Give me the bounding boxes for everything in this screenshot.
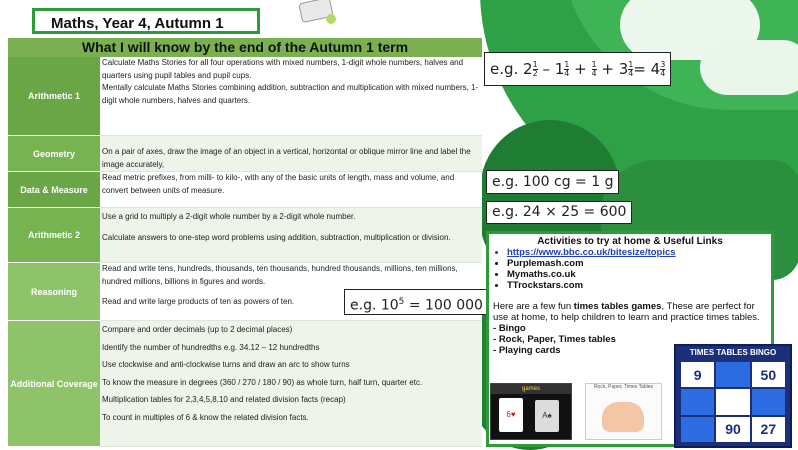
table-row — [8, 136, 482, 172]
multiply-example: e.g. 24 × 25 = 600 — [486, 201, 632, 224]
fraction-text: = 4 — [633, 60, 661, 78]
row-line: Mentally calculate Maths Stories combining addition, subtraction and multiplication with mixed numbers, 1-digit whole numbers, halves and quarters. — [102, 83, 479, 105]
game-rock-paper: - Rock, Paper, Times tables — [493, 334, 767, 345]
table-row — [8, 172, 482, 208]
activities-title: Activities to try at home & Useful Links — [537, 236, 723, 247]
row-content — [100, 208, 482, 263]
numerator: 1 — [591, 60, 597, 69]
bingo-title: TIMES TABLES BINGO — [689, 348, 777, 357]
numerator: 1 — [564, 60, 570, 69]
rock-paper-image — [585, 383, 662, 440]
playing-cards-image — [490, 383, 572, 440]
row-line: To count in multiples of 6 & know the related division facts. — [102, 412, 309, 422]
bingo-cell — [681, 417, 714, 442]
table-row — [8, 208, 482, 263]
bingo-cell: 90 — [716, 417, 749, 442]
playing-card: 6♥ — [499, 398, 523, 432]
table-row — [8, 57, 482, 136]
row-label: Additional Coverage — [8, 321, 100, 447]
row-content — [100, 136, 482, 172]
numerator: 3 — [660, 60, 666, 69]
row-label: Arithmetic 1 — [8, 57, 100, 136]
exponent: 5 — [398, 297, 405, 307]
row-line: To know the measure in degrees (360 / 270 / 180 / 90) as whole turn, half turn, quarter etc. — [102, 377, 423, 387]
bingo-cell: 50 — [752, 362, 785, 387]
row-line: On a pair of axes, draw the image of an object in a vertical, horizontal or oblique mirror line and label the image accurately, — [102, 147, 471, 169]
row-line: Multiplication tables for 2,3,4,5,8,10 and related division facts (recap) — [102, 395, 346, 404]
bingo-image — [674, 344, 792, 448]
numerator: 1 — [532, 60, 538, 69]
fraction — [660, 61, 665, 78]
row-label: Arithmetic 2 — [8, 208, 100, 263]
paragraph-text: , These are perfect for use at home, to help children to learn and practice times tables. — [493, 301, 760, 323]
fraction-text: – 1 — [537, 60, 565, 78]
row-label: Geometry — [8, 136, 100, 172]
row-label: Data & Measure — [8, 172, 100, 208]
denominator: 4 — [660, 69, 666, 78]
row-line: Calculate answers to one-step word problems using addition, subtraction, multiplication or division. — [102, 232, 451, 242]
hand-caption: Rock, Paper, Times Tables — [593, 384, 654, 390]
row-line: Use clockwise and anti-clockwise turns and draw an arc to show turns — [102, 360, 350, 369]
games-paragraph — [493, 301, 767, 323]
paragraph-text: Here are a few fun — [493, 301, 574, 312]
powers-text: = 100 000 — [404, 297, 483, 314]
bingo-cell — [716, 362, 749, 387]
row-line: Read and write tens, hundreds, thousands, ten thousands, hundred thousands, millions, ten millions, hundred millions, billions in figures and words. — [102, 264, 458, 286]
bingo-cell — [752, 389, 785, 414]
bingo-cell: 27 — [752, 417, 785, 442]
playing-card: A♠ — [535, 400, 559, 432]
bingo-cell — [681, 389, 714, 414]
measure-example: e.g. 100 cg = 1 g — [486, 170, 619, 194]
denominator: 4 — [591, 69, 597, 78]
table-heading: What I will know by the end of the Autumn 1 term — [8, 38, 482, 57]
links-list — [493, 247, 767, 291]
link-purplemash[interactable]: • Purplemash.com — [507, 258, 767, 269]
link-ttrockstars[interactable]: • TTrockstars.com — [507, 280, 767, 291]
mascot-foot-icon — [326, 14, 336, 24]
denominator: 2 — [532, 69, 538, 78]
bingo-cell: 9 — [681, 362, 714, 387]
fraction-example — [484, 52, 671, 86]
denominator: 4 — [564, 69, 570, 78]
bingo-grid — [681, 362, 785, 442]
link-bbc-bitesize[interactable]: • https://www.bbc.co.uk/bitesize/topics — [507, 247, 767, 258]
row-line: Read metric prefixes, from milli- to kilo-, with any of the basic units of length, mass and volume, and convert between units of measure. — [102, 173, 455, 195]
bingo-cell — [716, 389, 749, 414]
row-label: Reasoning — [8, 263, 100, 321]
background-cloud-2 — [700, 40, 798, 95]
row-content — [100, 57, 482, 136]
fraction-text: + — [569, 60, 592, 78]
numerator: 1 — [628, 60, 634, 69]
fraction-text: + 3 — [596, 60, 629, 78]
row-line: Identify the number of hundredths e.g. 34.12 – 12 hundredths — [102, 342, 320, 352]
knowledge-table — [8, 38, 482, 447]
fraction-text: e.g. 2 — [490, 60, 533, 78]
powers-example — [344, 289, 489, 315]
row-line: Calculate Maths Stories for all four operations with mixed numbers, 1-digit whole numbers, halves and quarters using pupil tables and pupil cups. — [102, 58, 464, 80]
game-playing-cards: - Playing cards — [493, 345, 767, 356]
row-line: Read and write large products of ten as powers of ten. — [102, 297, 295, 306]
row-content — [100, 321, 482, 447]
paragraph-bold: times tables games — [573, 301, 662, 312]
denominator: 4 — [628, 69, 634, 78]
link-mymaths[interactable]: • Mymaths.co.uk — [507, 269, 767, 280]
hand-icon — [602, 402, 644, 432]
powers-text: e.g. 10 — [350, 297, 399, 314]
table-row — [8, 321, 482, 447]
cards-caption: games — [491, 384, 571, 394]
row-content — [100, 172, 482, 208]
game-bingo: - Bingo — [493, 323, 767, 334]
row-line: Compare and order decimals (up to 2 decimal places) — [102, 325, 293, 334]
row-line: Use a grid to multiply a 2-digit whole number by a 2-digit whole number. — [102, 212, 356, 221]
page-title: Maths, Year 4, Autumn 1 — [32, 8, 260, 34]
